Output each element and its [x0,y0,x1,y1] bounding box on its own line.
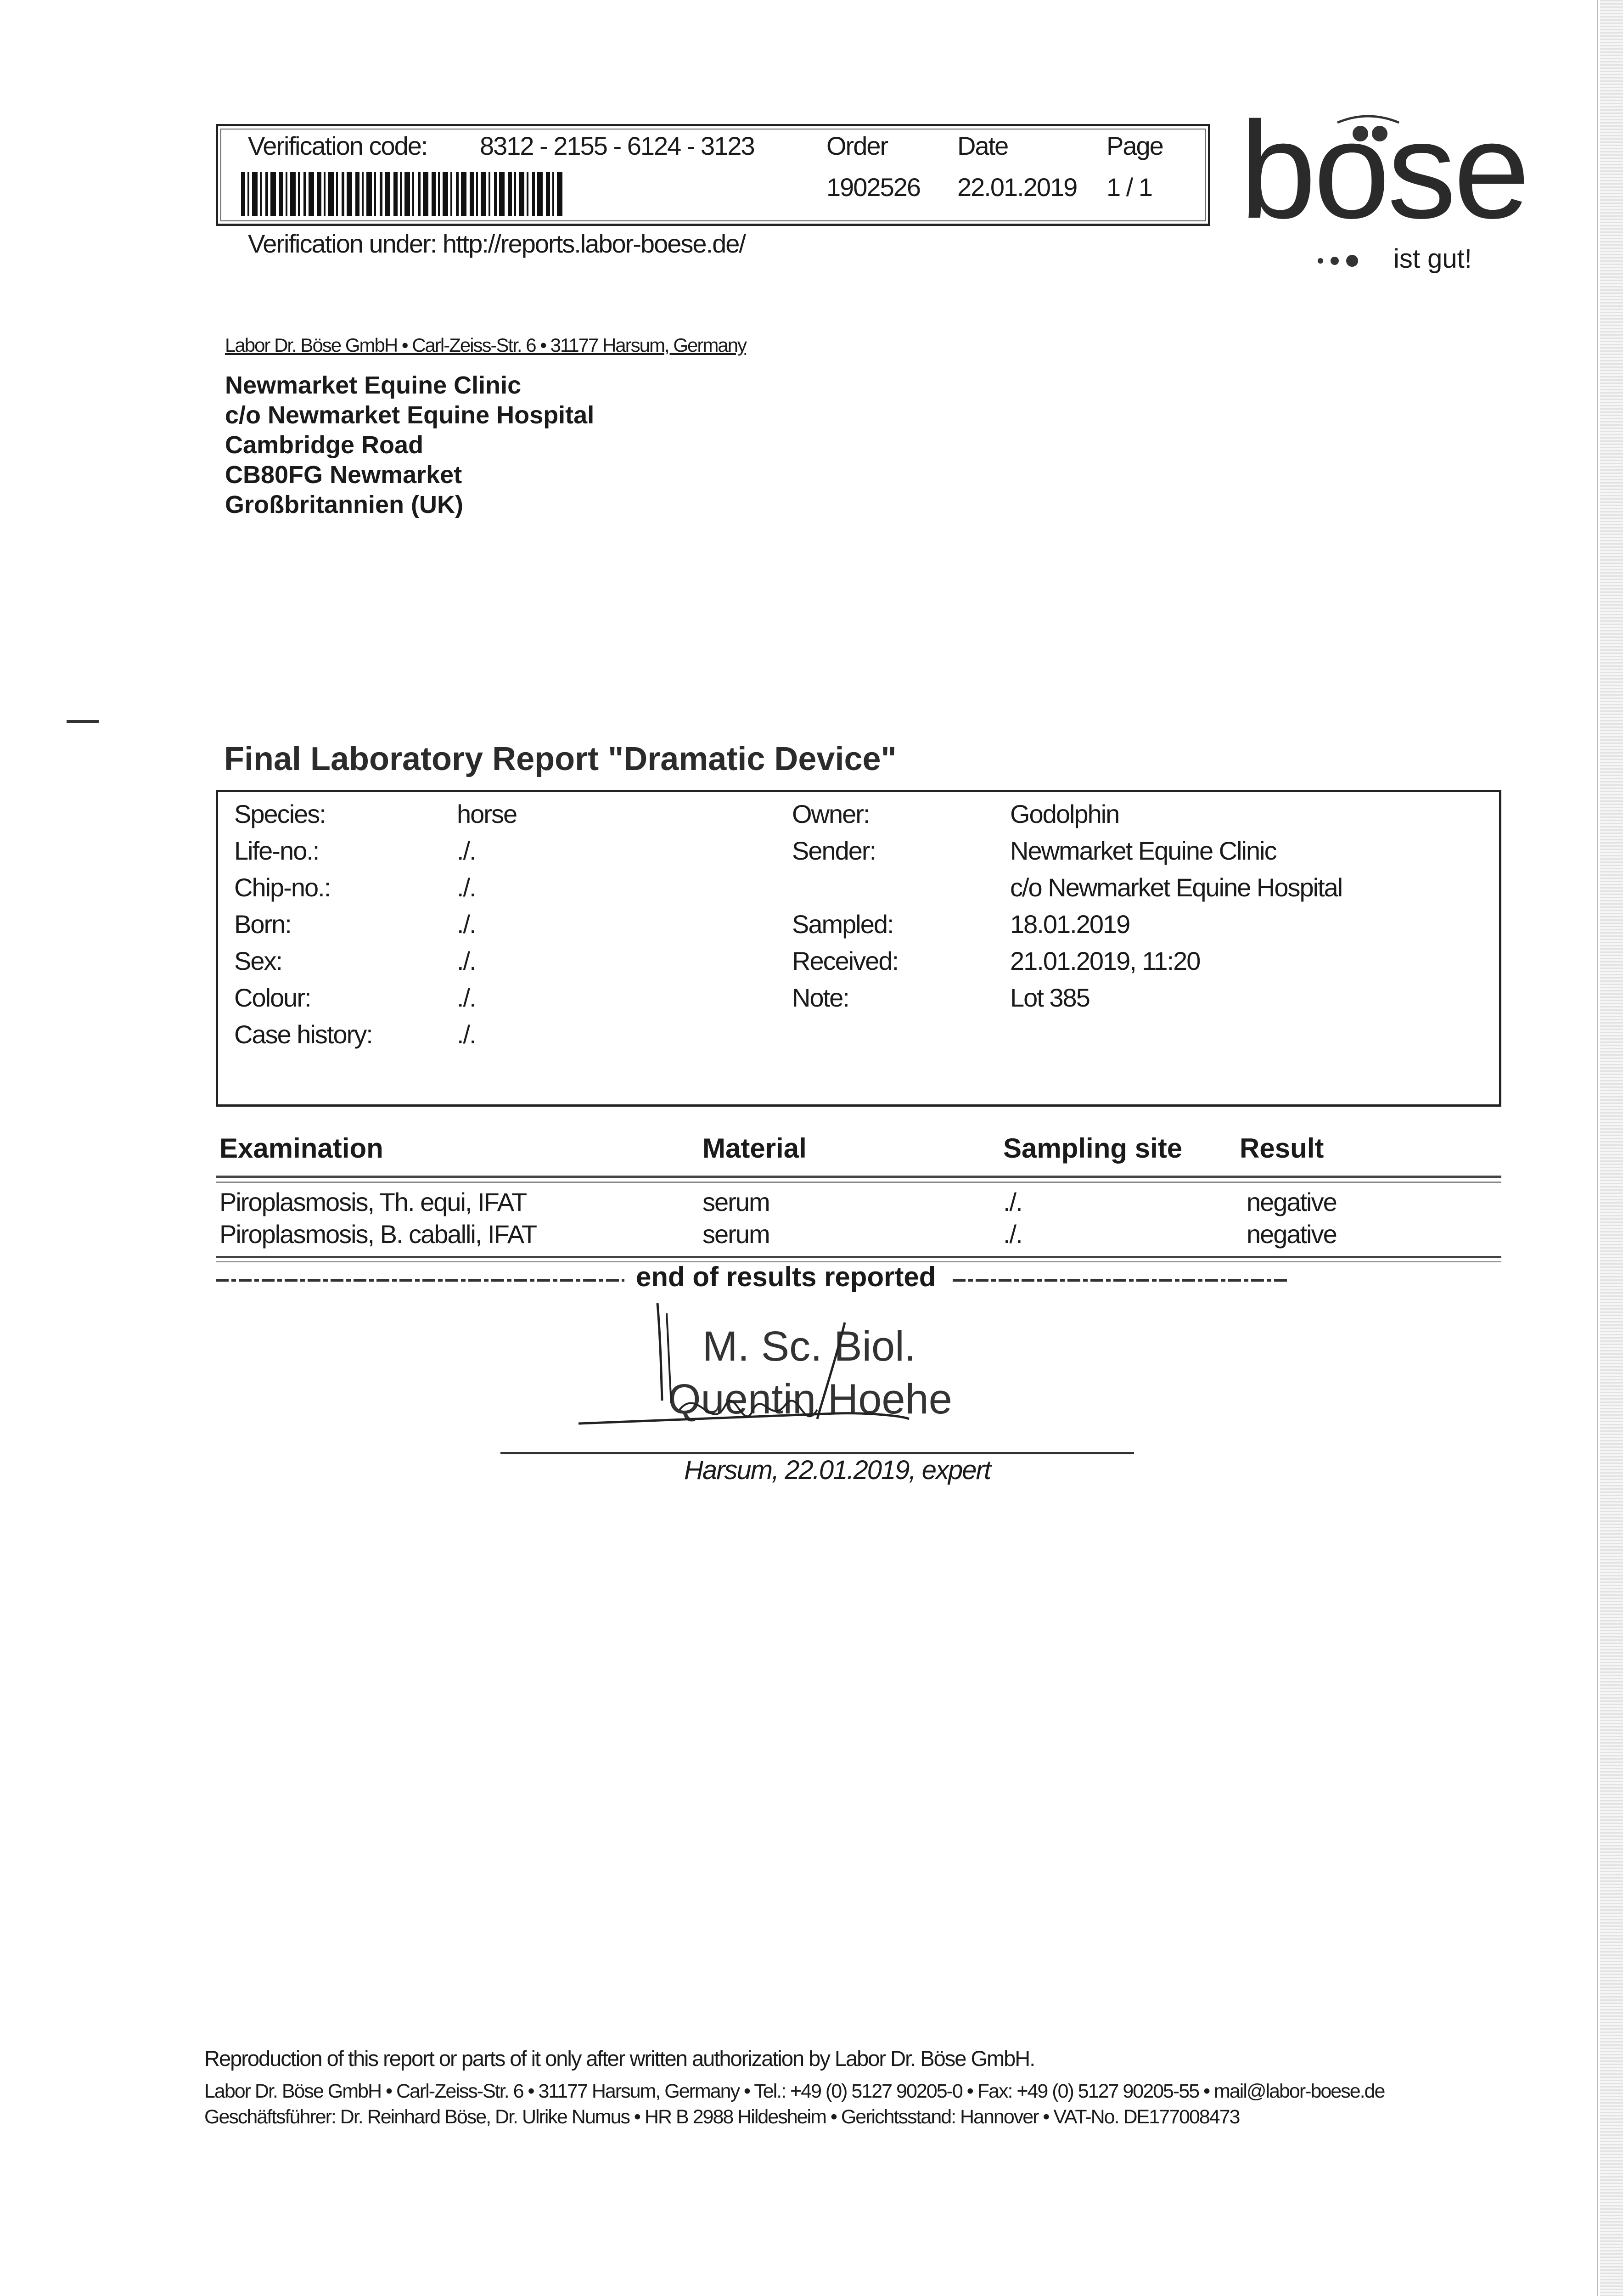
field-value: ./. [457,946,476,975]
results-header-rule-thin [216,1182,1501,1183]
field-label: Sex: [234,946,282,975]
result-material: serum [702,1220,769,1249]
barcode-graphic [241,172,562,216]
results-bottom-rule [216,1256,1501,1258]
field-value: ./. [457,1020,476,1049]
field-value: horse [457,799,517,828]
tagline-dots-icon [1318,255,1365,267]
field-label: Sampled: [792,910,893,939]
footer-legal: Geschäftsführer: Dr. Reinhard Böse, Dr. Ulrike Numus • HR B 2988 Hildesheim • Gerichtsstand: Hannover • VAT-No. DE177008473 [204,2106,1240,2128]
field-label: Received: [792,946,899,975]
page-label: Page [1106,131,1163,160]
order-label: Order [826,131,888,160]
sender-address-line: Labor Dr. Böse GmbH • Carl-Zeiss-Str. 6 • 31177 Harsum, Germany [225,334,747,356]
recipient-line: Newmarket Equine Clinic [225,371,522,399]
date-label: Date [957,131,1008,160]
end-of-results-marker: end of results reported [636,1261,936,1292]
page-value: 1 / 1 [1106,173,1152,202]
reproduction-notice: Reproduction of this report or parts of it only after written authorization by Labor Dr. Böse GmbH. [204,2046,1035,2071]
field-label: Case history: [234,1020,372,1049]
result-sampling-site: ./. [1003,1187,1022,1216]
field-value: Newmarket Equine Clinic [1010,836,1276,865]
recipient-line: Cambridge Road [225,431,424,459]
result-sampling-site: ./. [1003,1220,1022,1249]
field-value: c/o Newmarket Equine Hospital [1010,873,1342,902]
field-value: ./. [457,836,476,865]
verification-code: 8312 - 2155 - 6124 - 3123 [480,131,754,160]
result-examination: Piroplasmosis, B. caballi, IFAT [219,1220,537,1249]
verification-url[interactable]: Verification under: http://reports.labor-boese.de/ [248,229,745,258]
footer-contact: Labor Dr. Böse GmbH • Carl-Zeiss-Str. 6 • 31177 Harsum, Germany • Tel.: +49 (0) 5127 90205-0 • Fax: +49 (0) 5127 90205-55 • mail@labor-boese.de [204,2080,1385,2102]
scan-edge-strip [1600,0,1623,2296]
results-header-result: Result [1240,1133,1324,1164]
result-value: negative [1247,1187,1337,1216]
recipient-line: Großbritannien (UK) [225,491,463,518]
logo-wordmark: bose [1240,93,1528,247]
field-value: ./. [457,983,476,1012]
report-title: Final Laboratory Report "Dramatic Device" [224,741,897,777]
signature-caption: Harsum, 22.01.2019, expert [684,1455,990,1485]
result-value: negative [1247,1220,1337,1249]
end-marker-dash-left [216,1279,624,1282]
results-header-material: Material [702,1133,807,1164]
order-number: 1902526 [826,173,921,202]
signatory-title: M. Sc. Biol. [702,1323,916,1370]
field-value: 21.01.2019, 11:20 [1010,946,1200,975]
result-material: serum [702,1187,769,1216]
result-examination: Piroplasmosis, Th. equi, IFAT [219,1187,527,1216]
field-label: Note: [792,983,849,1012]
fold-mark [67,720,99,723]
results-header-rule [216,1176,1501,1178]
field-label: Species: [234,799,326,828]
logo-tagline: ist gut! [1393,244,1472,274]
results-header-sampling-site: Sampling site [1003,1133,1183,1164]
field-label: Sender: [792,836,876,865]
signature-rule [500,1452,1134,1454]
date-value: 22.01.2019 [957,173,1077,202]
field-value: ./. [457,910,476,939]
end-marker-dash-right [953,1279,1288,1282]
field-label: Born: [234,910,291,939]
field-value: ./. [457,873,476,902]
scan-edge-line [1597,0,1598,2296]
verification-label: Verification code: [248,131,427,160]
field-value: 18.01.2019 [1010,910,1130,939]
recipient-line: c/o Newmarket Equine Hospital [225,401,595,429]
field-label: Colour: [234,983,311,1012]
results-header-examination: Examination [219,1133,383,1164]
signatory-name: Quentin Hoehe [668,1376,952,1423]
field-value: Lot 385 [1010,983,1089,1012]
field-value: Godolphin [1010,799,1119,828]
field-label: Chip-no.: [234,873,331,902]
field-label: Owner: [792,799,870,828]
recipient-line: CB80FG Newmarket [225,461,462,489]
field-label: Life-no.: [234,836,319,865]
